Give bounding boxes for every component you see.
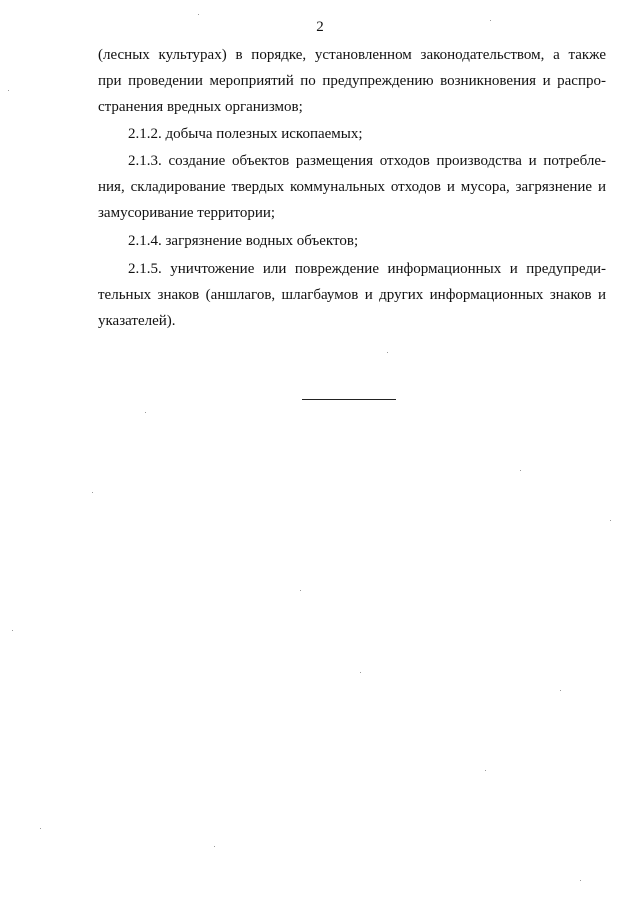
text-line: ния, складирование твердых коммунальных отходов и мусора, загрязнение и	[98, 179, 606, 195]
scan-speck	[360, 672, 361, 673]
text-line: 2.1.4. загрязнение водных объектов;	[128, 233, 359, 249]
page-number: 2	[316, 19, 324, 35]
text-line: при проведении мероприятий по предупреждению возникновения и распро-	[98, 73, 606, 89]
scan-speck	[610, 520, 611, 521]
paragraph-2-1-4	[98, 228, 606, 254]
scan-speck	[520, 470, 521, 471]
paragraph-2-1-5	[98, 256, 606, 334]
scan-speck	[12, 630, 13, 631]
scan-speck	[198, 14, 199, 15]
text-line: указателей).	[98, 313, 176, 329]
text-line: 2.1.5. уничтожение или повреждение информационных и предупреди-	[128, 261, 606, 277]
scan-speck	[92, 492, 93, 493]
scan-speck	[387, 352, 388, 353]
scan-speck	[40, 828, 41, 829]
scan-speck	[8, 90, 9, 91]
paragraph-2-1-2	[98, 121, 606, 147]
scan-speck	[560, 690, 561, 691]
text-line: 2.1.3. создание объектов размещения отходов производства и потребле-	[128, 153, 606, 169]
text-line: замусоривание территории;	[98, 205, 276, 221]
paragraph-2-1-3	[98, 148, 606, 226]
end-divider-line	[302, 399, 396, 400]
scan-speck	[214, 846, 215, 847]
text-line: 2.1.2. добыча полезных ископаемых;	[128, 126, 363, 142]
scan-speck	[580, 880, 581, 881]
text-line: странения вредных организмов;	[98, 99, 303, 115]
text-line: тельных знаков (аншлагов, шлагбаумов и других информационных знаков и	[98, 287, 606, 303]
text-line: (лесных культурах) в порядке, установленном законодательством, а также	[98, 47, 606, 63]
scan-speck	[485, 770, 486, 771]
scan-speck	[490, 20, 491, 21]
scan-speck	[145, 412, 146, 413]
paragraph-continuation	[98, 42, 606, 120]
scan-speck	[300, 590, 301, 591]
